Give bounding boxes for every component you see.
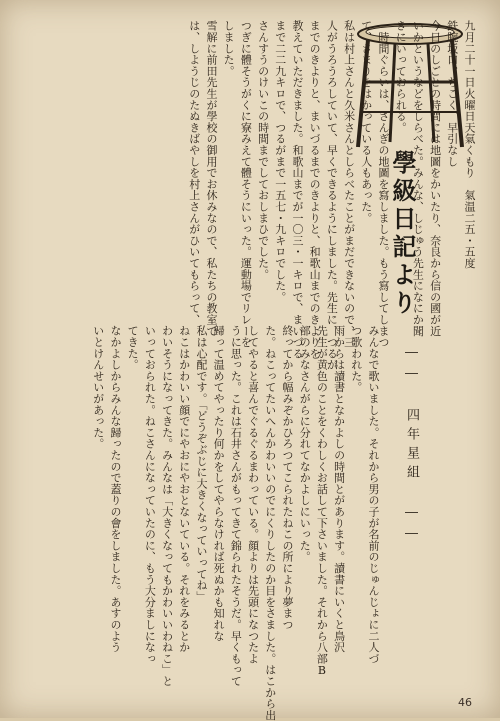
- text-line: きにいっておられる。: [394, 20, 408, 133]
- text-line: しました。: [222, 20, 236, 77]
- text-line: 雪解に前田先生が學校の御用でお休みなので、私たちの教室で: [204, 20, 218, 337]
- text-line: 今日のしごとの時間には地圖をかいたり、奈良から信の國が近: [428, 20, 442, 337]
- text-line: いっておられた。ねこさんになっていたのに、もう大分ましになっ: [143, 325, 157, 664]
- text-line: みんなで歌いました。それから男の子が名前のじゅんじょに二人づ: [367, 325, 380, 664]
- text-line: 人がうろうろしていて、早くできるようにしました。先生に、つるが: [325, 20, 339, 371]
- text-line: 私は心配です。「どうぞぶじに大きくなっていってね」: [194, 325, 208, 602]
- text-line: さんすうのけいこの時間までしておしまひでした。: [256, 20, 270, 280]
- text-line: うに思った。これは石井さんがもってきて錦られたそうだ。早くもって: [229, 325, 243, 687]
- text-line: て、さまりをはかっている人もあった。: [359, 20, 373, 224]
- text-line: まで二二九キロで、つるがまで一五七・九キロでした。: [273, 20, 287, 303]
- article-title: 學級日記より: [388, 150, 417, 318]
- text-line: 歸って温めてやったり何かをしてやらなければ死ぬかも知れな: [212, 325, 226, 642]
- lower-text-block: [90, 325, 382, 721]
- text-line: 私は村上さんと久米さんとしらべたことがまだできないので、三: [342, 20, 356, 348]
- page-number: 46: [458, 696, 472, 709]
- text-line: てきた。: [126, 325, 140, 371]
- text-line: なかよしからみんな歸ったので蓋りの會をしました。あすのよう: [108, 325, 122, 653]
- text-line: わいそうになってきた。みんなは「大きくなってもかわいいわねこ」と: [160, 325, 174, 687]
- text-line: は、しようじのたぬきばやしを村上さんがひいてもらって、: [187, 20, 201, 326]
- text-line: つ歌われた。: [349, 325, 363, 393]
- text-line: いとけんせいがあった。: [91, 325, 105, 450]
- text-line: 九月二十一日火曜日天氣くもり 氣温二五・五度: [463, 20, 476, 269]
- text-line: 一時間ぐらいは、さんぎの地圖を寫しました。もう寫してしまつ: [376, 20, 390, 348]
- text-line: いかというなどをしらべた。みんな、しじゅう先生になにか聞: [411, 20, 425, 337]
- text-line: ねこはかわいい顔でにやおにやおとないている。それをみるとか: [177, 325, 191, 653]
- text-line: 部のみなさんがらに分れてなかよしにいった。: [298, 325, 312, 563]
- text-line: してやると喜んでぐるぐるまわっている。顔よりは先頭になつたよ: [246, 325, 260, 664]
- text-line: 先生が黄色のことをくわしくお話して下さいました。それから八部B: [315, 325, 329, 678]
- article-byline: ―― 四年星組 ――: [404, 345, 419, 547]
- text-line: 終ってから幅みぞかひろつてこられたねこの所により夢まつ: [280, 325, 294, 631]
- text-line: た。ねこってたいへんかわいいのでにくりしたのか目をさました。はこから出: [263, 325, 277, 721]
- text-line: 雨からは讀書となかよしの時間とがあります。讀書にいくと鳥沢: [332, 325, 346, 653]
- text-line: 教えていただきました。和歌山までが一〇三・一キロで、まいづる: [290, 20, 304, 359]
- text-line: 鉄腕坂口、ちこく、早引なし: [445, 20, 459, 167]
- text-line: までのきよりと、まいづるまでのきよりと、和歌山までのきよりを: [308, 20, 322, 359]
- text-line: つぎに體そうがくに寮みえて體そうにいった。運動場でリレーを: [239, 20, 253, 348]
